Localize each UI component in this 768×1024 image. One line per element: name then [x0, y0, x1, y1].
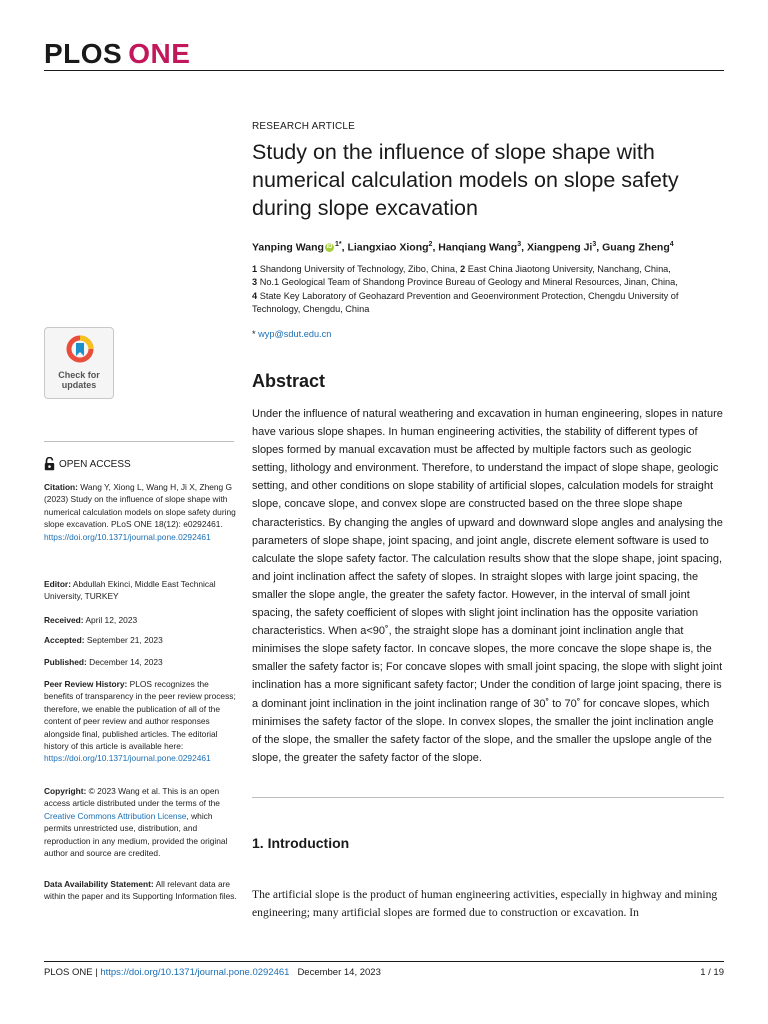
author-affil-sup: 3	[517, 241, 522, 248]
peer-review-link[interactable]: https://doi.org/10.1371/journal.pone.0292461	[44, 753, 211, 764]
header-divider	[44, 70, 724, 71]
author-affil-sup: 2	[428, 241, 433, 248]
copyright-block: Copyright: © 2023 Wang et al. This is an open access article distributed under the terms of the Creative Commons Attribution License, which permits unrestricted use, distribution, and reproduction in any medium, provided the original author and source are credited.	[44, 786, 228, 859]
editor-block: Editor: Abdullah Ekinci, Middle East Technical University, TURKEY	[44, 579, 216, 602]
received-date: April 12, 2023	[85, 615, 138, 625]
article-type: RESEARCH ARTICLE	[252, 121, 356, 132]
license-link[interactable]: Creative Commons Attribution License	[44, 810, 187, 821]
footer	[44, 967, 381, 978]
badge-line2: updates	[61, 380, 97, 390]
corresponding-author: * wyp@sdut.edu.cn	[252, 329, 332, 339]
data-availability-text: All relevant data are within the paper and its Supporting Information files.	[44, 879, 237, 902]
author-affil-sup: 3	[592, 241, 597, 248]
affiliations: 1 Shandong University of Technology, Zibo, China, 2 East China Jiaotong University, Nanchang, China, 3 No.1 Geological Team of Shandong Province Bureau of Geology and Mineral Resources, Jinan, China, 4 State Key Laboratory of Geohazard Prevention and Geoenvironment Protection, Chengdu University of Technology, Chengdu, China	[252, 264, 679, 315]
check-for-updates-badge[interactable]	[44, 327, 114, 399]
introduction-heading: 1. Introduction	[252, 835, 350, 851]
author-name[interactable]: Liangxiao Xiong	[347, 241, 429, 254]
affiliation-text: No.1 Geological Team of Shandong Province Bureau of Geology and Mineral Resources, Jinan, China,	[259, 277, 678, 288]
citation-text: Wang Y, Xiong L, Wang H, Ji X, Zheng G (2023) Study on the influence of slope shape with numerical calculation models on slope safety during slope excavation. PLoS ONE 18(12): e0292461.	[44, 482, 236, 530]
published-block: Published: December 14, 2023	[44, 657, 163, 667]
published-date: December 14, 2023	[89, 657, 163, 667]
open-access-label: OPEN ACCESS	[44, 457, 131, 471]
author-affil-sup: 4	[669, 241, 674, 248]
introduction-text: The artificial slope is the product of human engineering activities, especially in highway and mining engineering; many artificial slopes are formed due to construction or excavation. In	[252, 888, 718, 919]
accepted-date: September 21, 2023	[86, 635, 163, 645]
footer-doi-link[interactable]: https://doi.org/10.1371/journal.pone.0292461	[100, 967, 290, 978]
abstract-heading: Abstract	[252, 371, 326, 391]
accepted-block: Accepted: September 21, 2023	[44, 635, 163, 645]
crossmark-icon	[65, 334, 95, 364]
abstract-divider	[252, 797, 724, 798]
author-name[interactable]: Hanqiang Wang	[438, 241, 518, 254]
author-affil-sup: 1	[334, 241, 339, 248]
sidebar-divider	[44, 441, 234, 442]
article-title: Study on the influence of slope shape with numerical calculation models on slope safety during slope excavation	[252, 140, 679, 220]
author-list: Yanping Wang iD $^{1*}$, Liangxiao Xiong$^2$, Hanqiang Wang$^3$, Xiangpeng Ji$^3$, Guang Zheng$^4$	[252, 241, 674, 254]
citation-block: Citation: Wang Y, Xiong L, Wang H, Ji X, Zheng G (2023) Study on the influence of slope shape with numerical calculation models on slope safety during slope excavation. PLoS ONE 18(12): e0292461. https://doi.org/10.1371/journal.pone.0292461	[44, 482, 236, 542]
author-name[interactable]: Xiangpeng Ji	[526, 241, 593, 254]
citation-doi-link[interactable]: https://doi.org/10.1371/journal.pone.0292461	[44, 531, 211, 542]
abstract-text: Under the influence of natural weathering and excavation in human engineering, slopes in nature have various slope shapes. In human engineering activities, the stability of different types of slopes formed by manual excavation must be affected by multiple factors such as geologic setting, lithology and environment. Therefore, to understand the impact of slope shape, geologic setting, and other conditions on slope stability of artificial slopes, calculation models for straight slope, concave slope, and convex slope are constructed based on the three slope shape characteristics. By changing the angles of upward and downward slope angles and analysing the parameters of slope shape, joint spacing, and joint angle, discrete element software is used to calculate the slope safety factor. The calculation results show that the slope shape, joint spacing, and joint inclination affect the safety of slopes. In straight slopes with large joint spacing, the smaller the slope angle, the greater the safety factor. However, in the interval of small joint spacing, the safety coefficient of slopes with slight joint inclination has the opposite variation characteristics. When a<90˚, the straight slope has a dominant joint inclination angle that minimises the slope safety factor. In concave slopes, the more concave the slope shape is, the smaller the safety factor is; For concave slopes with small joint spacing, the slope with slight joint inclination has a more significant safety factor; Under the condition of large joint spacing, there is a dominant joint inclination in the joint inclination range of 30˚ to 70˚ for concave slopes, which minimises the safety factor of the slope. In convex slopes, the smaller the joint inclination angle of the slope, the smaller the safety factor of the slope, and the smaller the upslope angle of the slope, the greater the safety factor of the slope.	[252, 408, 723, 764]
footer-divider	[44, 961, 724, 962]
journal-logo[interactable]	[44, 38, 190, 70]
logo-plos: PLOS	[44, 38, 123, 69]
open-lock-icon	[44, 457, 55, 471]
affiliation-text: State Key Laboratory of Geohazard Prevention and Geoenvironment Protection, Chengdu University of Technology, Chengdu, China	[252, 290, 679, 315]
editor-text: Abdullah Ekinci, Middle East Technical University, TURKEY	[44, 579, 216, 602]
affiliation-text: Shandong University of Technology, Zibo, China,	[259, 264, 458, 274]
peer-review-block: Peer Review History: PLOS recognizes the benefits of transparency in the peer review process; therefore, we enable the publication of all of the content of peer review and author responses alongside final, published articles. The editorial history of this article is available here: https://doi.org/10.1371/journal.pone.0292461	[44, 679, 236, 764]
logo-one: ONE	[128, 38, 191, 69]
orcid-icon[interactable]: iD	[326, 244, 333, 251]
peer-review-text: PLOS recognizes the benefits of transparency in the peer review process; therefore, we enable the publication of all of the content of peer review and author responses alongside final, published articles. The editorial history of this article is available here:	[44, 679, 236, 752]
affiliation-text: East China Jiaotong University, Nanchang, China,	[467, 264, 671, 274]
corresponding-mark: *	[338, 241, 342, 248]
received-block: Received: April 12, 2023	[44, 615, 138, 625]
data-availability-block: Data Availability Statement: All relevant data are within the paper and its Supporting Information files.	[44, 879, 237, 902]
page-number: 1 / 19	[700, 967, 724, 978]
author-name[interactable]: Yanping Wang	[252, 241, 324, 254]
footer-journal: PLOS ONE |	[44, 967, 98, 978]
corresponding-email-link[interactable]: wyp@sdut.edu.cn	[258, 329, 332, 339]
badge-line1: Check for	[58, 370, 100, 380]
footer-date: December 14, 2023	[297, 967, 381, 978]
copyright-text: © 2023 Wang et al. This is an open access article distributed under the terms of the	[44, 786, 220, 809]
author-name[interactable]: Guang Zheng	[602, 241, 670, 254]
